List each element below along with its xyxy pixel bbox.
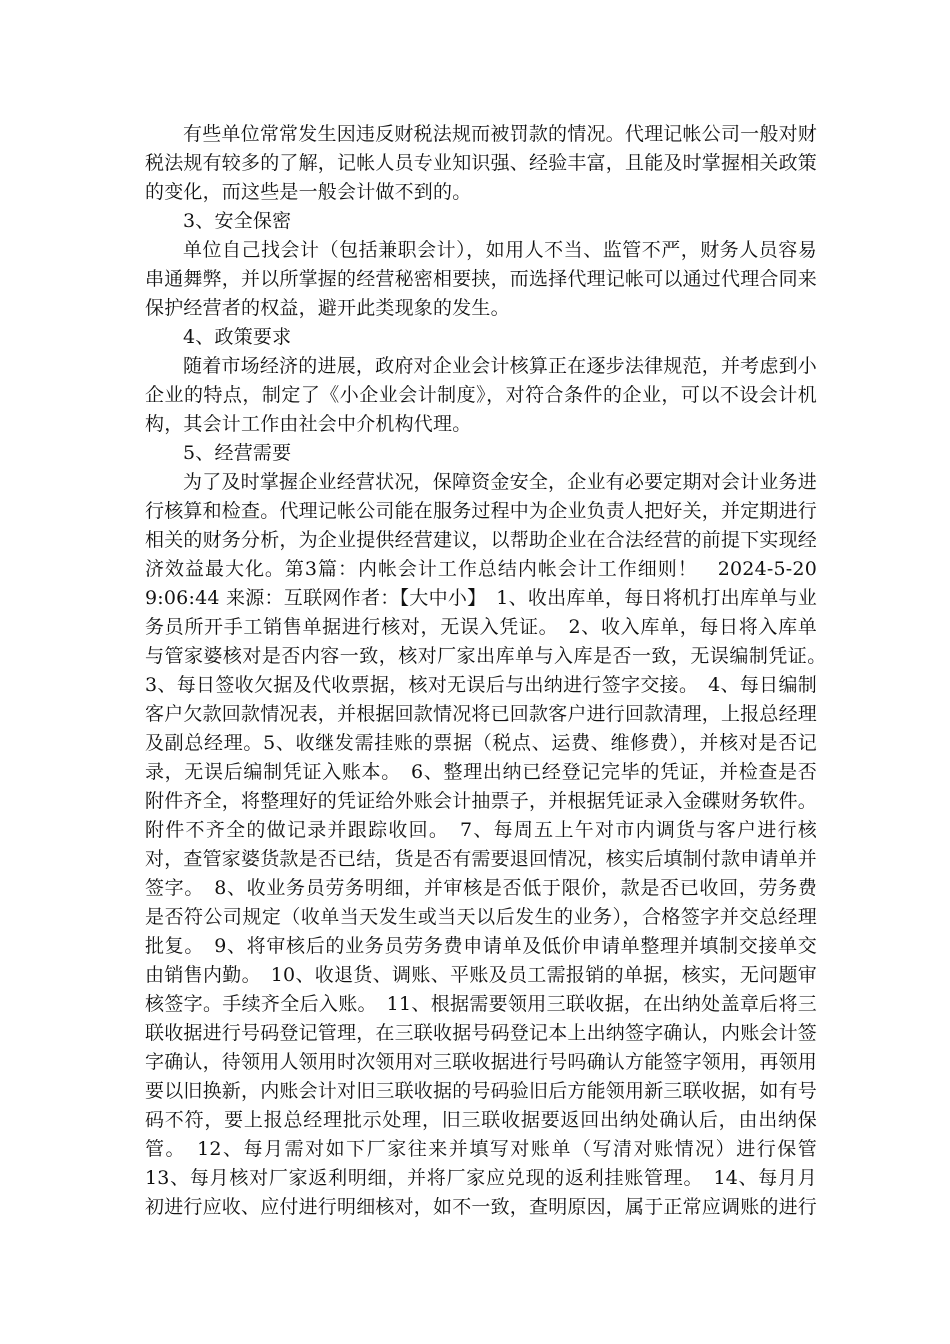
document-body	[145, 120, 837, 1222]
heading-security: 3、安全保密	[183, 210, 292, 232]
paragraph-security: 单位自己找会计（包括兼职会计），如用人不当、监管不严，财务人员容易串通舞弊，并以所掌握的经营秘密相要挟，而选择代理记帐可以通过代理合同来保护经营者的权益，避开此类现象的发生。	[145, 239, 818, 319]
paragraph-business-need: 为了及时掌握企业经营状况，保障资金安全，企业有必要定期对会计业务进行核算和检查。代理记帐公司能在服务过程中为企业负责人把好关，并定期进行相关的财务分析，为企业提供经营建议，以帮助企业在合法经营的前提下实现经济效益最大化。第3篇：内帐会计工作总结内帐会计工作细则！ 2024-5-20 9:06:44 来源：互联网作者：【大中小】 1、收出库单，每日将机打出库单与业务员所开手工销售单据进行核对，无误入凭证。 2、收入库单，每日将入库单与管家婆核对是否内容一致，核对厂家出库单与入库是否一致，无误编制凭证。 3、每日签收欠据及代收票据，核对无误后与出纳进行签字交接。 4、每日编制客户欠款回款情况表，并根据回款情况将已回款客户进行回款清理，上报总经理及副总经理。5、收继发需挂账的票据（税点、运费、维修费），并核对是否记录，无误后编制凭证入账本。 6、整理出纳已经登记完毕的凭证，并检查是否附件齐全，将整理好的凭证给外账会计抽票子，并根据凭证录入金碟财务软件。附件不齐全的做记录并跟踪收回。 7、每周五上午对市内调货与客户进行核对，查管家婆货款是否已结，货是否有需要退回情况，核实后填制付款申请单并签字。 8、收业务员劳务明细，并审核是否低于限价，款是否已收回，劳务费是否符公司规定（收单当天发生或当天以后发生的业务），合格签字并交总经理批复。 9、将审核后的业务员劳务费申请单及低价申请单整理并填制交接单交由销售内勤。 10、收退货、调账、平账及员工需报销的单据，核实，无问题审核签字。手续齐全后入账。 11、根据需要领用三联收据，在出纳处盖章后将三联收据进行号码登记管理，在三联收据号码登记本上出纳签字确认，内账会计签字确认，待领用人领用时次领用对三联收据进行号吗确认方能签字领用，再领用要以旧换新，内账会计对旧三联收据的号码验旧后方能领用新三联收据，如有号码不符，要上报总经理批示处理，旧三联收据要返回出纳处确认后，由出纳保管。 12、每月需对如下厂家往来并填写对账单（写清对账情况）进行保管 13、每月核对厂家返利明细，并将厂家应兑现的返利挂账管理。 14、每月月初进行应收、应付进行明细核对，如不一致，查明原因，属于正常应调账的进行	[145, 471, 837, 1218]
paragraph-intro: 有些单位常常发生因违反财税法规而被罚款的情况。代理记帐公司一般对财税法规有较多的了解，记帐人员专业知识强、经验丰富，且能及时掌握相关政策的变化，而这些是一般会计做不到的。	[145, 123, 818, 203]
heading-policy: 4、政策要求	[183, 326, 292, 348]
heading-business-need: 5、经营需要	[183, 442, 292, 464]
paragraph-policy: 随着市场经济的进展，政府对企业会计核算正在逐步法律规范，并考虑到小企业的特点，制定了《小企业会计制度》，对符合条件的企业，可以不设会计机构，其会计工作由社会中介机构代理。	[145, 355, 817, 435]
